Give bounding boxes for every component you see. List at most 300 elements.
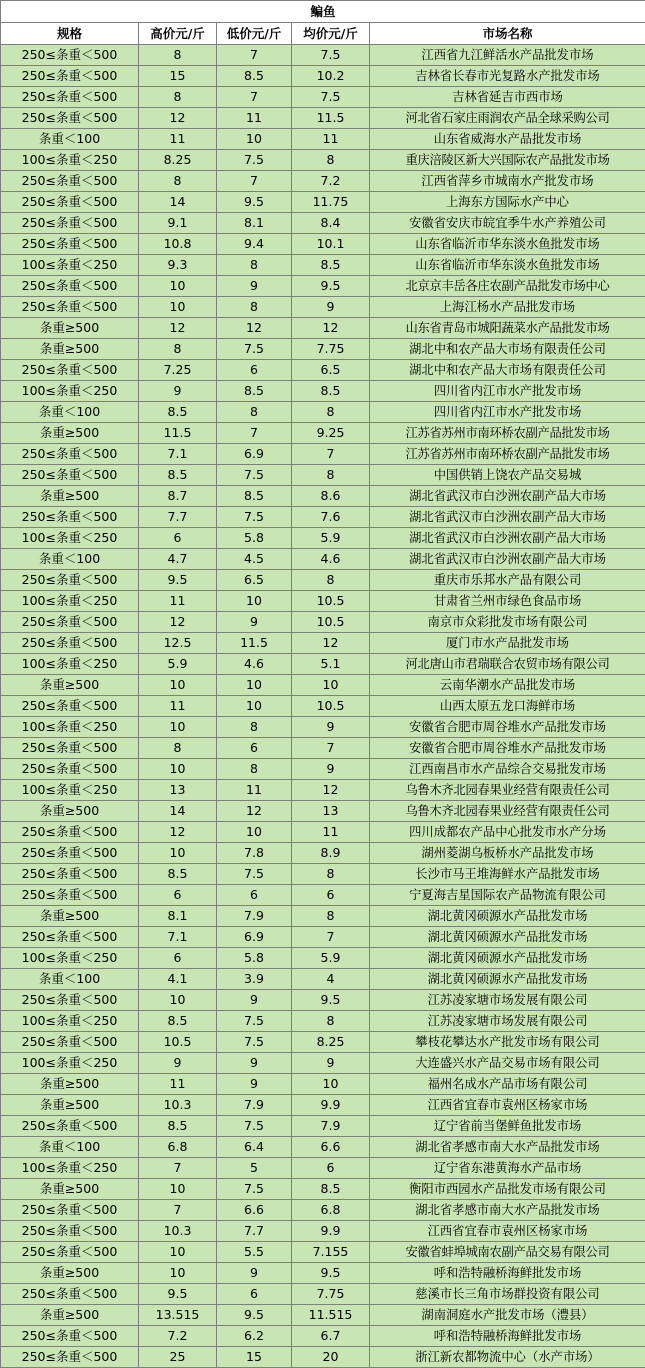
table-row xyxy=(1,507,645,528)
cell-spec: 250≤条重＜500 xyxy=(1,276,139,297)
table-row xyxy=(1,1326,645,1347)
cell-high-price: 8.5 xyxy=(139,465,217,486)
cell-spec: 250≤条重＜500 xyxy=(1,234,139,255)
cell-market-name: 湖北省武汉市白沙洲农副产品大市场 xyxy=(370,528,645,549)
cell-spec: 250≤条重＜500 xyxy=(1,885,139,906)
cell-high-price: 12.5 xyxy=(139,633,217,654)
cell-high-price: 9.3 xyxy=(139,255,217,276)
cell-avg-price: 20 xyxy=(292,1347,370,1368)
cell-avg-price: 10.5 xyxy=(292,591,370,612)
cell-spec: 250≤条重＜500 xyxy=(1,696,139,717)
cell-low-price: 8 xyxy=(217,402,292,423)
cell-high-price: 11.5 xyxy=(139,423,217,444)
cell-low-price: 7.5 xyxy=(217,1179,292,1200)
cell-avg-price: 8 xyxy=(292,906,370,927)
cell-high-price: 8 xyxy=(139,171,217,192)
table-row xyxy=(1,360,645,381)
cell-avg-price: 8.9 xyxy=(292,843,370,864)
header-row xyxy=(1,23,645,45)
cell-high-price: 11 xyxy=(139,696,217,717)
cell-high-price: 12 xyxy=(139,822,217,843)
table-row xyxy=(1,570,645,591)
cell-low-price: 10 xyxy=(217,675,292,696)
cell-low-price: 7 xyxy=(217,87,292,108)
table-row xyxy=(1,1158,645,1179)
table-row xyxy=(1,255,645,276)
cell-avg-price: 12 xyxy=(292,318,370,339)
table-row xyxy=(1,528,645,549)
cell-avg-price: 9.9 xyxy=(292,1221,370,1242)
cell-low-price: 6.6 xyxy=(217,1200,292,1221)
cell-avg-price: 5.9 xyxy=(292,528,370,549)
cell-spec: 100≤条重＜250 xyxy=(1,780,139,801)
cell-high-price: 8.5 xyxy=(139,1011,217,1032)
cell-market-name: 江苏凌家塘市场发展有限公司 xyxy=(370,990,645,1011)
table-row xyxy=(1,234,645,255)
table-row xyxy=(1,318,645,339)
cell-spec: 250≤条重＜500 xyxy=(1,108,139,129)
cell-high-price: 9.5 xyxy=(139,1284,217,1305)
table-row xyxy=(1,381,645,402)
cell-spec: 250≤条重＜500 xyxy=(1,66,139,87)
table-row xyxy=(1,423,645,444)
cell-spec: 100≤条重＜250 xyxy=(1,948,139,969)
table-row xyxy=(1,675,645,696)
cell-high-price: 9.5 xyxy=(139,570,217,591)
cell-avg-price: 7.2 xyxy=(292,171,370,192)
cell-spec: 条重≥500 xyxy=(1,1095,139,1116)
cell-market-name: 湖北省武汉市白沙洲农副产品大市场 xyxy=(370,507,645,528)
table-row xyxy=(1,402,645,423)
cell-spec: 100≤条重＜250 xyxy=(1,717,139,738)
cell-spec: 条重≥500 xyxy=(1,906,139,927)
cell-low-price: 8 xyxy=(217,255,292,276)
cell-low-price: 7.5 xyxy=(217,1011,292,1032)
table-row xyxy=(1,465,645,486)
cell-market-name: 湖州菱湖乌板桥水产品批发市场 xyxy=(370,843,645,864)
cell-high-price: 4.7 xyxy=(139,549,217,570)
cell-high-price: 14 xyxy=(139,192,217,213)
cell-high-price: 15 xyxy=(139,66,217,87)
cell-high-price: 14 xyxy=(139,801,217,822)
table-row xyxy=(1,108,645,129)
cell-low-price: 7.5 xyxy=(217,1032,292,1053)
cell-low-price: 5.5 xyxy=(217,1242,292,1263)
cell-high-price: 10 xyxy=(139,1242,217,1263)
cell-low-price: 9.5 xyxy=(217,192,292,213)
cell-market-name: 湖南洞庭水产批发市场（澧县） xyxy=(370,1305,645,1326)
cell-high-price: 5.9 xyxy=(139,654,217,675)
cell-high-price: 8.5 xyxy=(139,1116,217,1137)
cell-low-price: 9 xyxy=(217,1053,292,1074)
cell-avg-price: 7.6 xyxy=(292,507,370,528)
cell-spec: 250≤条重＜500 xyxy=(1,192,139,213)
cell-avg-price: 10.5 xyxy=(292,696,370,717)
cell-spec: 250≤条重＜500 xyxy=(1,171,139,192)
cell-spec: 条重≥500 xyxy=(1,1179,139,1200)
cell-low-price: 9.4 xyxy=(217,234,292,255)
cell-spec: 100≤条重＜250 xyxy=(1,150,139,171)
cell-high-price: 10.3 xyxy=(139,1221,217,1242)
title-row xyxy=(1,1,645,23)
cell-avg-price: 12 xyxy=(292,633,370,654)
cell-avg-price: 7 xyxy=(292,444,370,465)
table-row xyxy=(1,759,645,780)
table-row xyxy=(1,654,645,675)
cell-low-price: 7.5 xyxy=(217,507,292,528)
table-row xyxy=(1,1284,645,1305)
cell-low-price: 12 xyxy=(217,318,292,339)
table-row xyxy=(1,444,645,465)
table-row xyxy=(1,192,645,213)
cell-low-price: 11.5 xyxy=(217,633,292,654)
cell-high-price: 8.25 xyxy=(139,150,217,171)
cell-market-name: 安徽省合肥市周谷堆水产品批发市场 xyxy=(370,717,645,738)
cell-avg-price: 7.75 xyxy=(292,1284,370,1305)
cell-market-name: 上海东方国际水产中心 xyxy=(370,192,645,213)
cell-market-name: 江苏凌家塘市场发展有限公司 xyxy=(370,1011,645,1032)
cell-high-price: 7 xyxy=(139,1200,217,1221)
cell-avg-price: 11 xyxy=(292,822,370,843)
cell-spec: 条重≥500 xyxy=(1,339,139,360)
cell-avg-price: 8 xyxy=(292,1011,370,1032)
cell-market-name: 湖北黄冈硕源水产品批发市场 xyxy=(370,948,645,969)
table-row xyxy=(1,276,645,297)
cell-low-price: 7.9 xyxy=(217,1095,292,1116)
cell-high-price: 10.3 xyxy=(139,1095,217,1116)
cell-avg-price: 7 xyxy=(292,738,370,759)
cell-spec: 250≤条重＜500 xyxy=(1,507,139,528)
cell-low-price: 7.5 xyxy=(217,1116,292,1137)
cell-high-price: 8.5 xyxy=(139,402,217,423)
cell-spec: 250≤条重＜500 xyxy=(1,444,139,465)
cell-low-price: 8.5 xyxy=(217,486,292,507)
table-row xyxy=(1,780,645,801)
cell-market-name: 厦门市水产品批发市场 xyxy=(370,633,645,654)
cell-avg-price: 11.515 xyxy=(292,1305,370,1326)
cell-market-name: 北京京丰岳各庄农副产品批发市场中心 xyxy=(370,276,645,297)
cell-low-price: 7 xyxy=(217,171,292,192)
cell-spec: 250≤条重＜500 xyxy=(1,1221,139,1242)
cell-low-price: 8.5 xyxy=(217,381,292,402)
table-row xyxy=(1,1305,645,1326)
cell-market-name: 福州名成水产品市场有限公司 xyxy=(370,1074,645,1095)
cell-spec: 条重≥500 xyxy=(1,486,139,507)
cell-market-name: 长沙市马王堆海鲜水产品批发市场 xyxy=(370,864,645,885)
cell-market-name: 云南华潮水产品批发市场 xyxy=(370,675,645,696)
cell-low-price: 11 xyxy=(217,108,292,129)
table-row xyxy=(1,822,645,843)
cell-low-price: 6.4 xyxy=(217,1137,292,1158)
cell-high-price: 11 xyxy=(139,1074,217,1095)
cell-high-price: 10 xyxy=(139,1179,217,1200)
cell-avg-price: 9.5 xyxy=(292,1263,370,1284)
cell-spec: 250≤条重＜500 xyxy=(1,843,139,864)
cell-low-price: 7 xyxy=(217,423,292,444)
cell-low-price: 15 xyxy=(217,1347,292,1368)
cell-avg-price: 6.6 xyxy=(292,1137,370,1158)
table-body xyxy=(1,45,645,1368)
cell-spec: 250≤条重＜500 xyxy=(1,465,139,486)
cell-spec: 250≤条重＜500 xyxy=(1,633,139,654)
table-row xyxy=(1,843,645,864)
cell-market-name: 湖北省武汉市白沙洲农副产品大市场 xyxy=(370,549,645,570)
table-row xyxy=(1,591,645,612)
table-row xyxy=(1,612,645,633)
cell-low-price: 10 xyxy=(217,129,292,150)
cell-spec: 100≤条重＜250 xyxy=(1,1158,139,1179)
cell-spec: 条重＜100 xyxy=(1,549,139,570)
cell-spec: 250≤条重＜500 xyxy=(1,822,139,843)
cell-market-name: 江苏省苏州市南环桥农副产品批发市场 xyxy=(370,444,645,465)
cell-market-name: 江西省九江鲜活水产品批发市场 xyxy=(370,45,645,66)
cell-avg-price: 7.5 xyxy=(292,87,370,108)
cell-low-price: 9 xyxy=(217,276,292,297)
cell-avg-price: 9.9 xyxy=(292,1095,370,1116)
cell-avg-price: 10 xyxy=(292,675,370,696)
table-row xyxy=(1,927,645,948)
cell-low-price: 5.8 xyxy=(217,528,292,549)
table-row xyxy=(1,990,645,1011)
cell-market-name: 江西南昌市水产品综合交易批发市场 xyxy=(370,759,645,780)
cell-low-price: 6.9 xyxy=(217,927,292,948)
cell-market-name: 山东省临沂市华东淡水鱼批发市场 xyxy=(370,255,645,276)
cell-market-name: 山东省青岛市城阳蔬菜水产品批发市场 xyxy=(370,318,645,339)
cell-market-name: 慈溪市长三角市场群投资有限公司 xyxy=(370,1284,645,1305)
cell-market-name: 南京市众彩批发市场有限公司 xyxy=(370,612,645,633)
cell-low-price: 8.5 xyxy=(217,66,292,87)
cell-high-price: 6 xyxy=(139,885,217,906)
table-row xyxy=(1,1074,645,1095)
cell-avg-price: 9 xyxy=(292,759,370,780)
table-row xyxy=(1,297,645,318)
cell-low-price: 10 xyxy=(217,822,292,843)
table-row xyxy=(1,150,645,171)
header-low-price: 低价元/斤 xyxy=(217,23,292,45)
header-market-name: 市场名称 xyxy=(370,23,645,45)
cell-market-name: 湖北省孝感市南大水产品批发市场 xyxy=(370,1200,645,1221)
cell-high-price: 8 xyxy=(139,87,217,108)
table-row xyxy=(1,1221,645,1242)
cell-avg-price: 8.4 xyxy=(292,213,370,234)
cell-market-name: 浙江新农都物流中心（水产市场） xyxy=(370,1347,645,1368)
cell-low-price: 10 xyxy=(217,696,292,717)
cell-high-price: 10 xyxy=(139,1263,217,1284)
table-row xyxy=(1,171,645,192)
cell-spec: 250≤条重＜500 xyxy=(1,759,139,780)
cell-high-price: 11 xyxy=(139,129,217,150)
cell-market-name: 山东省威海水产品批发市场 xyxy=(370,129,645,150)
cell-low-price: 7 xyxy=(217,45,292,66)
table-row xyxy=(1,1179,645,1200)
cell-spec: 250≤条重＜500 xyxy=(1,213,139,234)
cell-high-price: 10 xyxy=(139,990,217,1011)
cell-spec: 250≤条重＜500 xyxy=(1,1116,139,1137)
cell-low-price: 7.8 xyxy=(217,843,292,864)
cell-low-price: 6 xyxy=(217,360,292,381)
cell-market-name: 湖北省孝感市南大水产品批发市场 xyxy=(370,1137,645,1158)
cell-market-name: 河北省石家庄雨润农产品全球采购公司 xyxy=(370,108,645,129)
cell-market-name: 宁夏海吉星国际农产品物流有限公司 xyxy=(370,885,645,906)
cell-market-name: 山西太原五龙口海鲜市场 xyxy=(370,696,645,717)
cell-market-name: 江西省宜春市袁州区杨家市场 xyxy=(370,1095,645,1116)
table-row xyxy=(1,549,645,570)
table-row xyxy=(1,885,645,906)
cell-low-price: 5 xyxy=(217,1158,292,1179)
table-row xyxy=(1,486,645,507)
cell-avg-price: 8.5 xyxy=(292,1179,370,1200)
cell-avg-price: 8 xyxy=(292,150,370,171)
cell-avg-price: 8.5 xyxy=(292,255,370,276)
cell-low-price: 9.5 xyxy=(217,1305,292,1326)
cell-high-price: 10 xyxy=(139,717,217,738)
cell-low-price: 7.5 xyxy=(217,864,292,885)
cell-market-name: 乌鲁木齐北园春果业经营有限责任公司 xyxy=(370,780,645,801)
cell-spec: 条重≥500 xyxy=(1,318,139,339)
cell-avg-price: 6.8 xyxy=(292,1200,370,1221)
cell-avg-price: 12 xyxy=(292,780,370,801)
cell-spec: 250≤条重＜500 xyxy=(1,1200,139,1221)
cell-market-name: 湖北黄冈硕源水产品批发市场 xyxy=(370,906,645,927)
cell-spec: 250≤条重＜500 xyxy=(1,1284,139,1305)
cell-high-price: 10 xyxy=(139,759,217,780)
table-row xyxy=(1,1200,645,1221)
table-row xyxy=(1,738,645,759)
cell-avg-price: 6.7 xyxy=(292,1326,370,1347)
cell-market-name: 乌鲁木齐北园春果业经营有限责任公司 xyxy=(370,801,645,822)
cell-low-price: 11 xyxy=(217,780,292,801)
cell-low-price: 6.9 xyxy=(217,444,292,465)
cell-low-price: 6 xyxy=(217,738,292,759)
cell-market-name: 重庆市乐邦水产品有限公司 xyxy=(370,570,645,591)
table-row xyxy=(1,969,645,990)
cell-market-name: 衡阳市西园水产品批发市场有限公司 xyxy=(370,1179,645,1200)
cell-market-name: 攀枝花攀达水产批发市场有限公司 xyxy=(370,1032,645,1053)
cell-avg-price: 6 xyxy=(292,885,370,906)
cell-avg-price: 8.6 xyxy=(292,486,370,507)
cell-high-price: 7.2 xyxy=(139,1326,217,1347)
table-row xyxy=(1,801,645,822)
cell-high-price: 7.1 xyxy=(139,444,217,465)
cell-market-name: 辽宁省东港黄海水产品市场 xyxy=(370,1158,645,1179)
cell-high-price: 8 xyxy=(139,45,217,66)
cell-market-name: 中国供销上饶农产品交易城 xyxy=(370,465,645,486)
cell-spec: 250≤条重＜500 xyxy=(1,45,139,66)
cell-market-name: 湖北中和农产品大市场有限责任公司 xyxy=(370,360,645,381)
cell-spec: 条重≥500 xyxy=(1,1263,139,1284)
cell-avg-price: 9 xyxy=(292,717,370,738)
table-row xyxy=(1,864,645,885)
cell-high-price: 6 xyxy=(139,528,217,549)
cell-low-price: 7.5 xyxy=(217,150,292,171)
cell-low-price: 9 xyxy=(217,1263,292,1284)
cell-avg-price: 5.1 xyxy=(292,654,370,675)
cell-spec: 100≤条重＜250 xyxy=(1,591,139,612)
table-row xyxy=(1,1095,645,1116)
cell-avg-price: 9.5 xyxy=(292,990,370,1011)
cell-spec: 100≤条重＜250 xyxy=(1,381,139,402)
cell-low-price: 9 xyxy=(217,990,292,1011)
cell-avg-price: 11.75 xyxy=(292,192,370,213)
header-high-price: 高价元/斤 xyxy=(139,23,217,45)
cell-avg-price: 9 xyxy=(292,1053,370,1074)
cell-spec: 条重＜100 xyxy=(1,402,139,423)
cell-avg-price: 10.2 xyxy=(292,66,370,87)
cell-market-name: 辽宁省前当堡鲜鱼批发市场 xyxy=(370,1116,645,1137)
cell-spec: 250≤条重＜500 xyxy=(1,864,139,885)
cell-low-price: 9 xyxy=(217,612,292,633)
table-row xyxy=(1,129,645,150)
cell-low-price: 9 xyxy=(217,1074,292,1095)
cell-high-price: 10 xyxy=(139,297,217,318)
cell-low-price: 8 xyxy=(217,717,292,738)
cell-high-price: 9 xyxy=(139,1053,217,1074)
cell-avg-price: 9.25 xyxy=(292,423,370,444)
table-row xyxy=(1,213,645,234)
cell-market-name: 四川省内江市水产批发市场 xyxy=(370,402,645,423)
table-title: 鳊鱼 xyxy=(1,1,645,23)
cell-high-price: 4.1 xyxy=(139,969,217,990)
cell-low-price: 4.6 xyxy=(217,654,292,675)
cell-high-price: 8.7 xyxy=(139,486,217,507)
cell-high-price: 8.5 xyxy=(139,864,217,885)
table-row xyxy=(1,339,645,360)
cell-avg-price: 13 xyxy=(292,801,370,822)
cell-market-name: 甘肃省兰州市绿色食品市场 xyxy=(370,591,645,612)
cell-avg-price: 5.9 xyxy=(292,948,370,969)
cell-market-name: 湖北黄冈硕源水产品批发市场 xyxy=(370,927,645,948)
cell-market-name: 安徽省安庆市皖宜季牛水产养殖公司 xyxy=(370,213,645,234)
cell-high-price: 8.1 xyxy=(139,906,217,927)
cell-market-name: 河北唐山市君瑞联合农贸市场有限公司 xyxy=(370,654,645,675)
table-row xyxy=(1,45,645,66)
cell-avg-price: 8.5 xyxy=(292,381,370,402)
cell-market-name: 山东省临沂市华东淡水鱼批发市场 xyxy=(370,234,645,255)
cell-spec: 100≤条重＜250 xyxy=(1,654,139,675)
cell-spec: 250≤条重＜500 xyxy=(1,1347,139,1368)
cell-spec: 条重＜100 xyxy=(1,1137,139,1158)
cell-high-price: 25 xyxy=(139,1347,217,1368)
table-row xyxy=(1,1242,645,1263)
cell-spec: 250≤条重＜500 xyxy=(1,360,139,381)
cell-spec: 250≤条重＜500 xyxy=(1,297,139,318)
cell-market-name: 湖北省武汉市白沙洲农副产品大市场 xyxy=(370,486,645,507)
cell-avg-price: 8 xyxy=(292,465,370,486)
cell-low-price: 7.5 xyxy=(217,465,292,486)
cell-avg-price: 7.5 xyxy=(292,45,370,66)
table-row xyxy=(1,633,645,654)
cell-high-price: 13 xyxy=(139,780,217,801)
cell-high-price: 10.8 xyxy=(139,234,217,255)
table-row xyxy=(1,66,645,87)
cell-avg-price: 7 xyxy=(292,927,370,948)
cell-market-name: 四川省内江市水产批发市场 xyxy=(370,381,645,402)
cell-spec: 250≤条重＜500 xyxy=(1,1242,139,1263)
cell-high-price: 6 xyxy=(139,948,217,969)
cell-avg-price: 9.5 xyxy=(292,276,370,297)
cell-low-price: 6 xyxy=(217,885,292,906)
cell-avg-price: 4.6 xyxy=(292,549,370,570)
cell-high-price: 7.25 xyxy=(139,360,217,381)
cell-market-name: 吉林省延吉市西市场 xyxy=(370,87,645,108)
cell-low-price: 10 xyxy=(217,591,292,612)
cell-market-name: 江西省宜春市袁州区杨家市场 xyxy=(370,1221,645,1242)
cell-avg-price: 8 xyxy=(292,570,370,591)
cell-market-name: 上海江杨水产品批发市场 xyxy=(370,297,645,318)
cell-high-price: 6.8 xyxy=(139,1137,217,1158)
cell-market-name: 安徽省合肥市周谷堆水产品批发市场 xyxy=(370,738,645,759)
cell-low-price: 7.9 xyxy=(217,906,292,927)
